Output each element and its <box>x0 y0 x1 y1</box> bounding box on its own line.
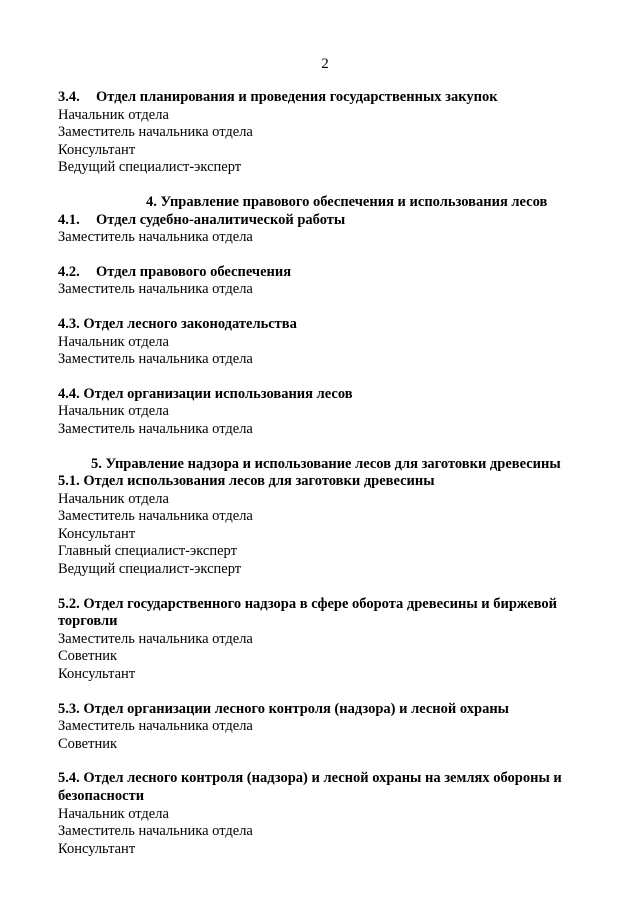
department-heading: 4.4. Отдел организации использования лесов <box>58 385 353 402</box>
position-item: Заместитель начальника отдела <box>58 823 253 840</box>
position-item: Советник <box>58 648 118 665</box>
department-block <box>58 316 593 369</box>
position-item: Начальник отдела <box>58 333 169 350</box>
department-block <box>58 473 593 579</box>
document-body <box>58 89 593 858</box>
department-block <box>58 770 593 858</box>
department-heading: 5.4. Отдел лесного контроля (надзора) и лесной охраны на землях обороны и безопасности <box>58 770 562 804</box>
position-item: Заместитель начальника отдела <box>58 124 253 141</box>
position-item: Консультант <box>58 840 136 857</box>
department-block <box>58 212 593 247</box>
section-title: 4. Управление правового обеспечения и использования лесов <box>146 193 548 210</box>
position-item: Заместитель начальника отдела <box>58 229 253 246</box>
heading-number: 3.4. <box>58 89 80 105</box>
section-title: 5. Управление надзора и использование лесов для заготовки древесины <box>91 455 561 472</box>
department-heading: 4.3. Отдел лесного законодательства <box>58 315 297 332</box>
position-item: Ведущий специалист-эксперт <box>58 159 242 176</box>
heading-number: 4.2. <box>58 263 80 280</box>
position-item: Заместитель начальника отдела <box>58 630 253 647</box>
page-number: 2 <box>321 56 329 72</box>
position-item: Начальник отдела <box>58 805 169 822</box>
heading-text: Отдел судебно-аналитической работы <box>96 211 346 228</box>
position-item: Консультант <box>58 141 136 158</box>
department-heading <box>58 89 593 107</box>
department-heading <box>58 264 593 282</box>
position-item: Консультант <box>58 525 136 542</box>
position-item: Советник <box>58 735 118 752</box>
position-item: Заместитель начальника отдела <box>58 420 253 437</box>
department-heading: 5.3. Отдел организации лесного контроля (надзора) и лесной охраны <box>58 700 510 717</box>
heading-text: Отдел планирования и проведения государственных закупок <box>96 89 498 105</box>
position-item: Ведущий специалист-эксперт <box>58 561 242 578</box>
position-item: Заместитель начальника отдела <box>58 718 253 735</box>
position-item: Начальник отдела <box>58 403 169 420</box>
position-item: Заместитель начальника отдела <box>58 281 253 298</box>
department-block <box>58 596 593 684</box>
department-block <box>58 89 593 177</box>
heading-text: Отдел правового обеспечения <box>96 263 292 280</box>
department-heading: 5.2. Отдел государственного надзора в сфере оборота древесины и биржевой торговли <box>58 595 558 630</box>
heading-number: 4.1. <box>58 211 80 228</box>
position-item: Заместитель начальника отдела <box>58 508 253 525</box>
position-item: Начальник отдела <box>58 106 169 123</box>
department-block <box>58 386 593 439</box>
department-heading: 5.1. Отдел использования лесов для заготовки древесины <box>58 473 435 490</box>
position-item: Главный специалист-эксперт <box>58 543 237 560</box>
position-item: Начальник отдела <box>58 490 169 507</box>
position-item: Заместитель начальника отдела <box>58 351 253 368</box>
department-block <box>58 701 593 754</box>
department-block <box>58 264 593 299</box>
position-item: Консультант <box>58 666 136 683</box>
department-heading <box>58 212 593 230</box>
